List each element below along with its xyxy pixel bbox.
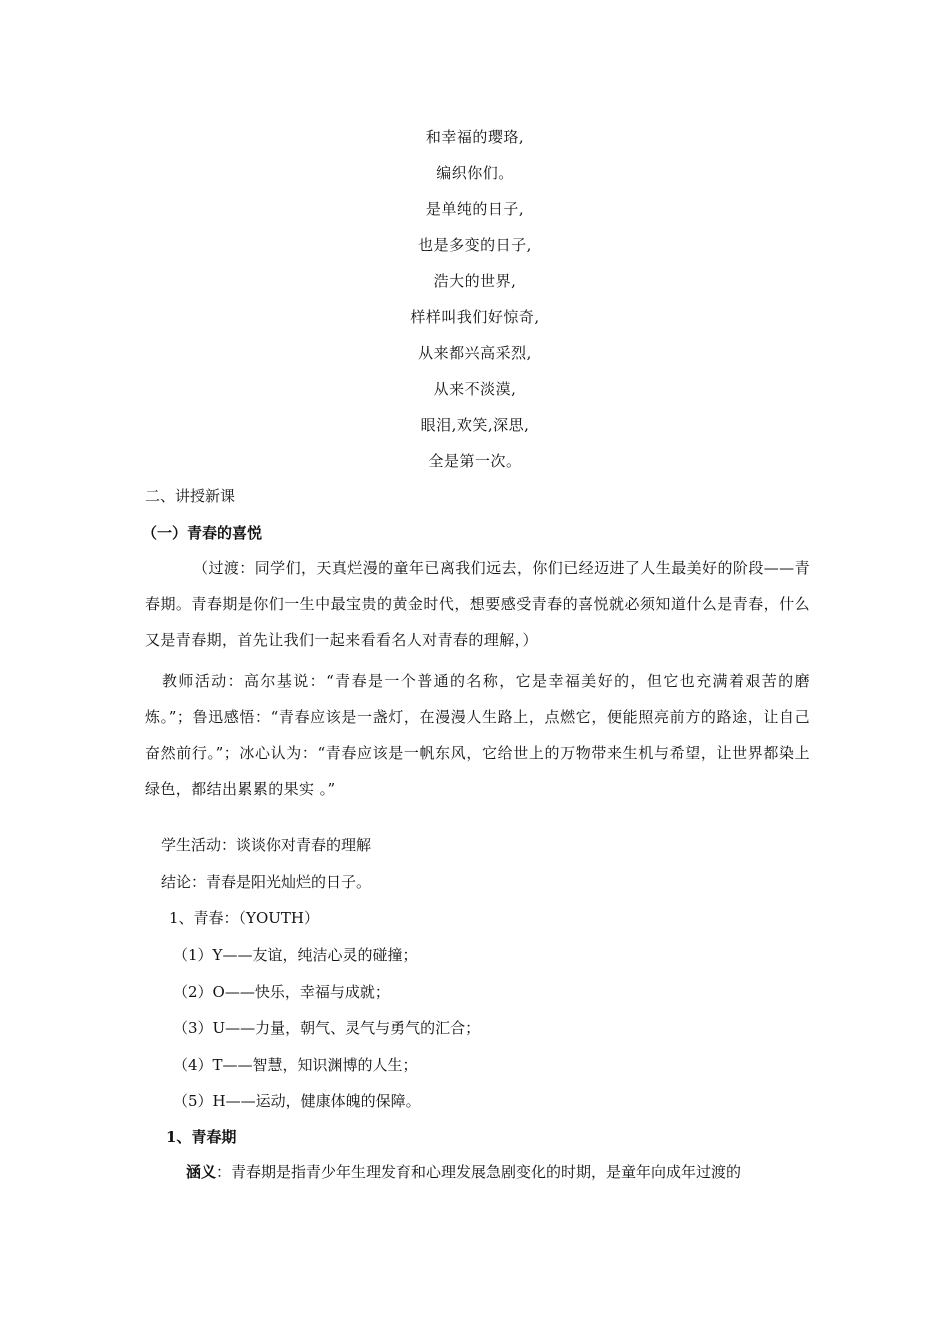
adolescence-heading: 1、青春期 [166, 1128, 237, 1146]
poem [0, 122, 950, 482]
student-activity: 学生活动：谈谈你对青春的理解 [161, 836, 372, 854]
section-heading: 二、讲授新课 [145, 487, 236, 505]
meaning-text: ：青春期是指青少年生理发育和心理发展急剧变化的时期，是童年向成年过渡的 [216, 1163, 742, 1181]
conclusion: 结论：青春是阳光灿烂的日子。 [161, 873, 372, 891]
poem-line: 样样叫我们好惊奇, [410, 308, 540, 326]
poem-line: 浩大的世界, [433, 272, 517, 290]
meaning-line [186, 1161, 741, 1183]
poem-line: 和幸福的璎珞, [425, 128, 525, 146]
teacher-activity-text: 教师活动：高尔基说：“青春是一个普通的名称，它是幸福美好的，但它也充满着艰苦的磨炼。”；鲁迅感悟：“青春应该是一盏灯，在漫漫人生路上，点燃它，便能照亮前方的路途，让自己奋然前行。”；冰心认为：“青春应该是一帆东风，它给世上的万物带来生机与希望，让世界都染上绿色，都结出累累的果实 。” [145, 672, 810, 798]
poem-line: 是单纯的日子, [425, 200, 525, 218]
poem-line: 全是第一次。 [428, 452, 522, 470]
poem-line: 从来都兴高采烈, [418, 344, 532, 362]
transition-paragraph [145, 550, 810, 658]
poem-line: 眼泪,欢笑,深思, [420, 416, 530, 434]
youth-heading: 1、青春：（YOUTH） [169, 909, 319, 927]
youth-item: （4）T——智慧，知识渊博的人生； [173, 1056, 418, 1074]
transition-text: （过渡：同学们，天真烂漫的童年已离我们远去，你们已经迈进了人生最美好的阶段——青春期。青春期是你们一生中最宝贵的黄金时代，想要感受青春的喜悦就必须知道什么是青春，什么又是青春期，首先让我们一起来看看名人对青春的理解，） [145, 559, 810, 649]
poem-line: 从来不淡漠, [433, 380, 517, 398]
youth-item: （1）Y——友谊，纯洁心灵的碰撞； [173, 946, 418, 964]
youth-item: （3）U——力量，朝气、灵气与勇气的汇合； [173, 1019, 481, 1037]
poem-line: 也是多变的日子, [418, 236, 532, 254]
subsection-heading: （一）青春的喜悦 [142, 524, 263, 542]
youth-item: （5）H——运动，健康体魄的保障。 [173, 1092, 421, 1110]
teacher-activity-paragraph [145, 663, 810, 807]
poem-line: 编织你们。 [436, 164, 514, 182]
meaning-label: 涵义 [186, 1163, 217, 1181]
youth-item: （2）O——快乐，幸福与成就； [173, 983, 390, 1001]
